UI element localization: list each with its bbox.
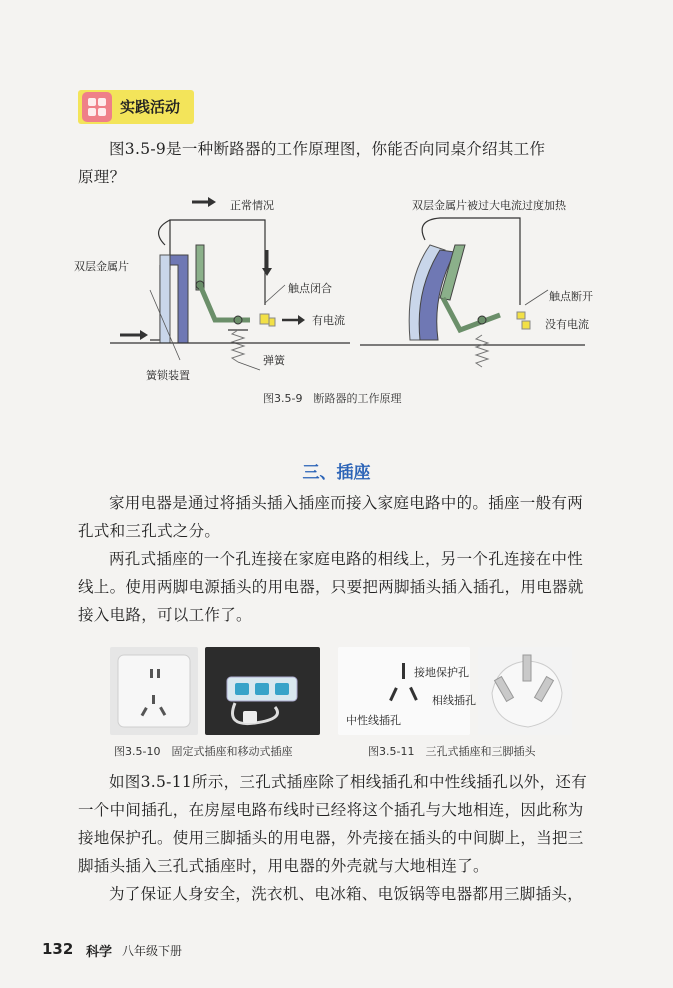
label-bimetal: 双层金属片 (74, 260, 129, 273)
label-spring: 弹簧 (263, 354, 285, 367)
paragraph-1: 家用电器是通过将插头插入插座而接入家庭电路中的。插座一般有两 孔式和三孔式之分。 (78, 494, 584, 540)
section-title: 三、插座 (302, 463, 371, 483)
paragraph-3: 如图3.5-11所示，三孔式插座除了相线插孔和中性线插孔以外，还有 一个中间插孔，在房屋电路布线时已经将这个插孔与大地相连，因此称为 接地保护孔。使用三脚插头的用电器，外壳接在插头的中间脚上，当把三 脚插头插入三孔式插座时，用电器的外壳就与大地相连了。 (78, 773, 588, 875)
fixed-socket-photo (110, 647, 198, 735)
figure-caption-3-5-11: 图3.5-11 三孔式插座和三脚插头 (368, 745, 536, 758)
circuit-breaker-diagram (110, 190, 630, 380)
label-live-hole: 相线插孔 (432, 694, 476, 707)
label-overheat: 双层金属片被过大电流过度加热 (412, 199, 566, 212)
label-contact-open: 触点断开 (549, 290, 593, 303)
page-number: 132 (42, 940, 74, 958)
footer-subject: 科学 (86, 945, 113, 960)
label-latch: 簧锁装置 (146, 369, 190, 382)
label-current-on: 有电流 (312, 314, 345, 327)
three-pin-plug-photo (478, 647, 572, 735)
activity-intro: 图3.5-9是一种断路器的工作原理图，你能否向同桌介绍其工作 原理？ (78, 140, 546, 186)
label-normal: 正常情况 (230, 199, 274, 212)
activity-title: 实践活动 (120, 98, 181, 116)
label-no-current: 没有电流 (545, 318, 589, 331)
figure-caption-3-5-9: 图3.5-9 断路器的工作原理 (263, 392, 402, 405)
label-earth-hole: 接地保护孔 (414, 666, 469, 679)
puzzle-icon (82, 92, 112, 122)
paragraph-4: 为了保证人身安全，洗衣机、电冰箱、电饭锅等电器都用三脚插头， (109, 885, 584, 903)
label-neutral-hole: 中性线插孔 (346, 714, 401, 727)
footer-grade: 八年级下册 (122, 944, 183, 958)
label-contact-closed: 触点闭合 (288, 282, 332, 295)
paragraph-2: 两孔式插座的一个孔连接在家庭电路的相线上，另一个孔连接在中性 线上。使用两脚电源插头的用电器，只要把两脚插头插入插孔，用电器就 接入电路，可以工作了。 (78, 550, 584, 624)
figure-caption-3-5-10: 图3.5-10 固定式插座和移动式插座 (114, 745, 293, 758)
power-strip-photo (205, 647, 320, 735)
